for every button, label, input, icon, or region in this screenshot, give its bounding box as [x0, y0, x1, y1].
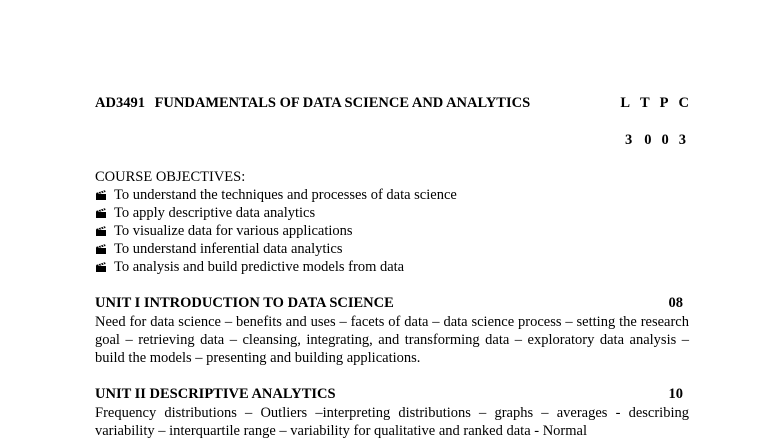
- list-item: [95, 186, 689, 204]
- course-code: AD3491: [95, 95, 145, 111]
- list-item: [95, 240, 689, 258]
- clapperboard-icon: [95, 225, 107, 237]
- ltpc-value-l: 3: [625, 132, 633, 148]
- course-title: FUNDAMENTALS OF DATA SCIENCE AND ANALYTICS: [154, 95, 531, 111]
- ltpc-value-t: 0: [644, 132, 652, 148]
- clapperboard-icon: [95, 207, 107, 219]
- ltpc-label-c: C: [678, 95, 689, 111]
- objective-text: To understand inferential data analytics: [114, 241, 343, 257]
- objectives-list: [95, 186, 689, 276]
- ltpc-value-c: 3: [678, 132, 686, 148]
- unit-heading: [95, 294, 689, 312]
- objective-text: To understand the techniques and processes of data science: [114, 187, 457, 203]
- clapperboard-icon: [95, 189, 107, 201]
- unit-section: [95, 294, 689, 367]
- clapperboard-icon: [95, 243, 107, 255]
- course-objectives: [95, 168, 689, 276]
- list-item: [95, 204, 689, 222]
- ltpc-values: [625, 131, 686, 149]
- objectives-heading: COURSE OBJECTIVES:: [95, 169, 246, 185]
- unit-title: UNIT II DESCRIPTIVE ANALYTICS: [95, 386, 336, 402]
- ltpc-label-p: P: [659, 95, 669, 111]
- unit-description: Need for data science – benefits and uses – facets of data – data science process – setting the research goal – retrieving data – cleansing, integrating, and transforming data – exploratory data analysis – build the models – presenting and building applications.: [95, 314, 689, 366]
- unit-title: UNIT I INTRODUCTION TO DATA SCIENCE: [95, 295, 394, 311]
- syllabus-page: [95, 0, 689, 441]
- ltpc-label-t: T: [639, 95, 650, 111]
- objective-text: To visualize data for various applications: [114, 223, 353, 239]
- objective-text: To analysis and build predictive models from data: [114, 259, 405, 275]
- unit-section: [95, 385, 689, 440]
- objective-text: To apply descriptive data analytics: [114, 205, 316, 221]
- course-title-line: [95, 94, 530, 112]
- list-item: [95, 258, 689, 276]
- unit-hours: 10: [668, 386, 683, 402]
- unit-hours: 08: [668, 295, 683, 311]
- unit-heading: [95, 385, 689, 403]
- list-item: [95, 222, 689, 240]
- ltpc-label-l: L: [620, 95, 630, 111]
- ltpc-labels: [620, 94, 689, 112]
- ltpc-value-p: 0: [661, 132, 669, 148]
- unit-description: Frequency distributions – Outliers –interpreting distributions – graphs – averages - describing variability – interquartile range – variability for qualitative and ranked data - Normal: [95, 405, 689, 439]
- clapperboard-icon: [95, 261, 107, 273]
